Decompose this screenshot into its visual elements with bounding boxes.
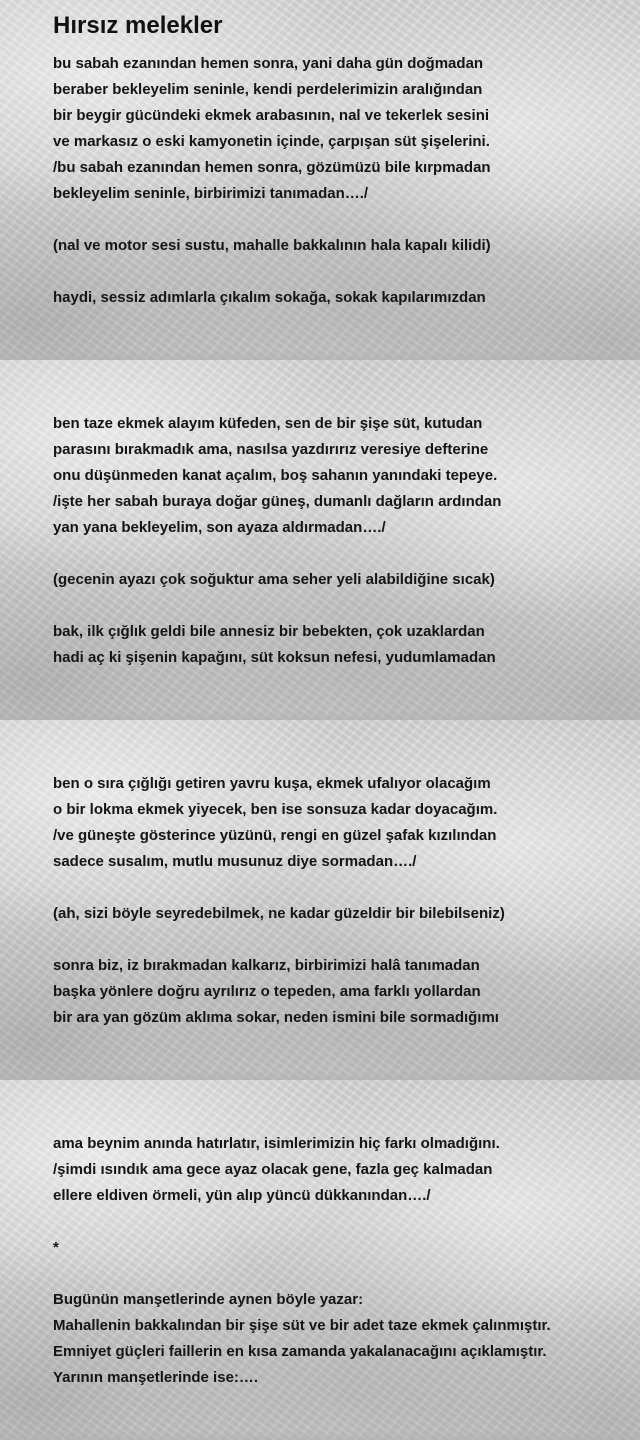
poem-line: başka yönlere doğru ayrılırız o tepeden, ama farklı yollardan: [53, 983, 481, 1000]
poem-line: bak, ilk çığlık geldi bile annesiz bir bebekten, çok uzaklardan: [53, 623, 485, 640]
poem-line: bir beygir gücündeki ekmek arabasının, nal ve tekerlek sesini: [53, 107, 490, 124]
poem-line: onu düşünmeden kanat açalım, boş sahanın yanındaki tepeye.: [53, 467, 498, 484]
stanza-block-4: [53, 1131, 620, 1391]
poem-line: bir ara yan gözüm aklıma sokar, neden ismini bile sormadığımı: [53, 1009, 499, 1026]
blank-line: [53, 593, 620, 619]
blank-line: [53, 1209, 620, 1235]
poem-line: Mahallenin bakkalından bir şişe süt ve bir adet taze ekmek çalınmıştır.: [53, 1317, 551, 1334]
poem-line: /şimdi ısındık ama gece ayaz olacak gene, fazla geç kalmadan: [53, 1161, 493, 1178]
poem-line: ben taze ekmek alayım küfeden, sen de bir şişe süt, kutudan: [53, 415, 483, 432]
poem-line: /ve güneşte gösterince yüzünü, rengi en güzel şafak kızılından: [53, 827, 497, 844]
poem-line: ve markasız o eski kamyonetin içinde, çarpışan süt şişelerini.: [53, 133, 490, 150]
poem-line: bekleyelim seninle, birbirimizi tanımadan…./: [53, 185, 369, 202]
poem-line: yan yana bekleyelim, son ayaza aldırmadan…./: [53, 519, 386, 536]
poem-line: bu sabah ezanından hemen sonra, yani daha gün doğmadan: [53, 55, 484, 72]
blank-line: [53, 541, 620, 567]
stanza-block-3: [53, 771, 620, 1031]
poem-line: ama beynim anında hatırlatır, isimlerimizin hiç farkı olmadığını.: [53, 1135, 500, 1152]
poem-line: hadi aç ki şişenin kapağını, süt koksun nefesi, yudumlamadan: [53, 649, 496, 666]
poem-line: haydi, sessiz adımlarla çıkalım sokağa, sokak kapılarımızdan: [53, 289, 486, 306]
poem-line: ben o sıra çığlığı getiren yavru kuşa, ekmek ufalıyor olacağım: [53, 775, 491, 792]
poem-line: Emniyet güçleri faillerin en kısa zamanda yakalanacağını açıklamıştır.: [53, 1343, 547, 1360]
blank-line: [53, 207, 620, 233]
poem-line: (nal ve motor sesi sustu, mahalle bakkalının hala kapalı kilidi): [53, 237, 491, 254]
poem-line: beraber bekleyelim seninle, kendi perdelerimizin aralığından: [53, 81, 483, 98]
asterisk-separator: *: [53, 1239, 59, 1256]
poem-line: parasını bırakmadık ama, nasılsa yazdırırız veresiye defterine: [53, 441, 489, 458]
poem-title: Hırsız melekler: [53, 12, 223, 39]
poem-line: /işte her sabah buraya doğar güneş, dumanlı dağların ardından: [53, 493, 502, 510]
stanza-block-2: [53, 411, 620, 671]
poem-line: (ah, sizi böyle seyredebilmek, ne kadar güzeldir bir bilebilseniz): [53, 905, 505, 922]
poem-line: sonra biz, iz bırakmadan kalkarız, birbirimizi halâ tanımadan: [53, 957, 480, 974]
poem-line: /bu sabah ezanından hemen sonra, gözümüzü bile kırpmadan: [53, 159, 491, 176]
blank-line: [53, 1261, 620, 1287]
blank-line: [53, 875, 620, 901]
stanza-block-1: [53, 51, 620, 311]
poem-line: (gecenin ayazı çok soğuktur ama seher yeli alabildiğine sıcak): [53, 571, 495, 588]
poem-line: Bugünün manşetlerinde aynen böyle yazar:: [53, 1291, 364, 1308]
blank-line: [53, 259, 620, 285]
poem-line: sadece susalım, mutlu musunuz diye sormadan…./: [53, 853, 417, 870]
poem-line: Yarının manşetlerinde ise:….: [53, 1369, 259, 1386]
poem-line: o bir lokma ekmek yiyecek, ben ise sonsuza kadar doyacağım.: [53, 801, 498, 818]
blank-line: [53, 927, 620, 953]
poem-line: ellere eldiven örmeli, yün alıp yüncü dükkanından…./: [53, 1187, 431, 1204]
